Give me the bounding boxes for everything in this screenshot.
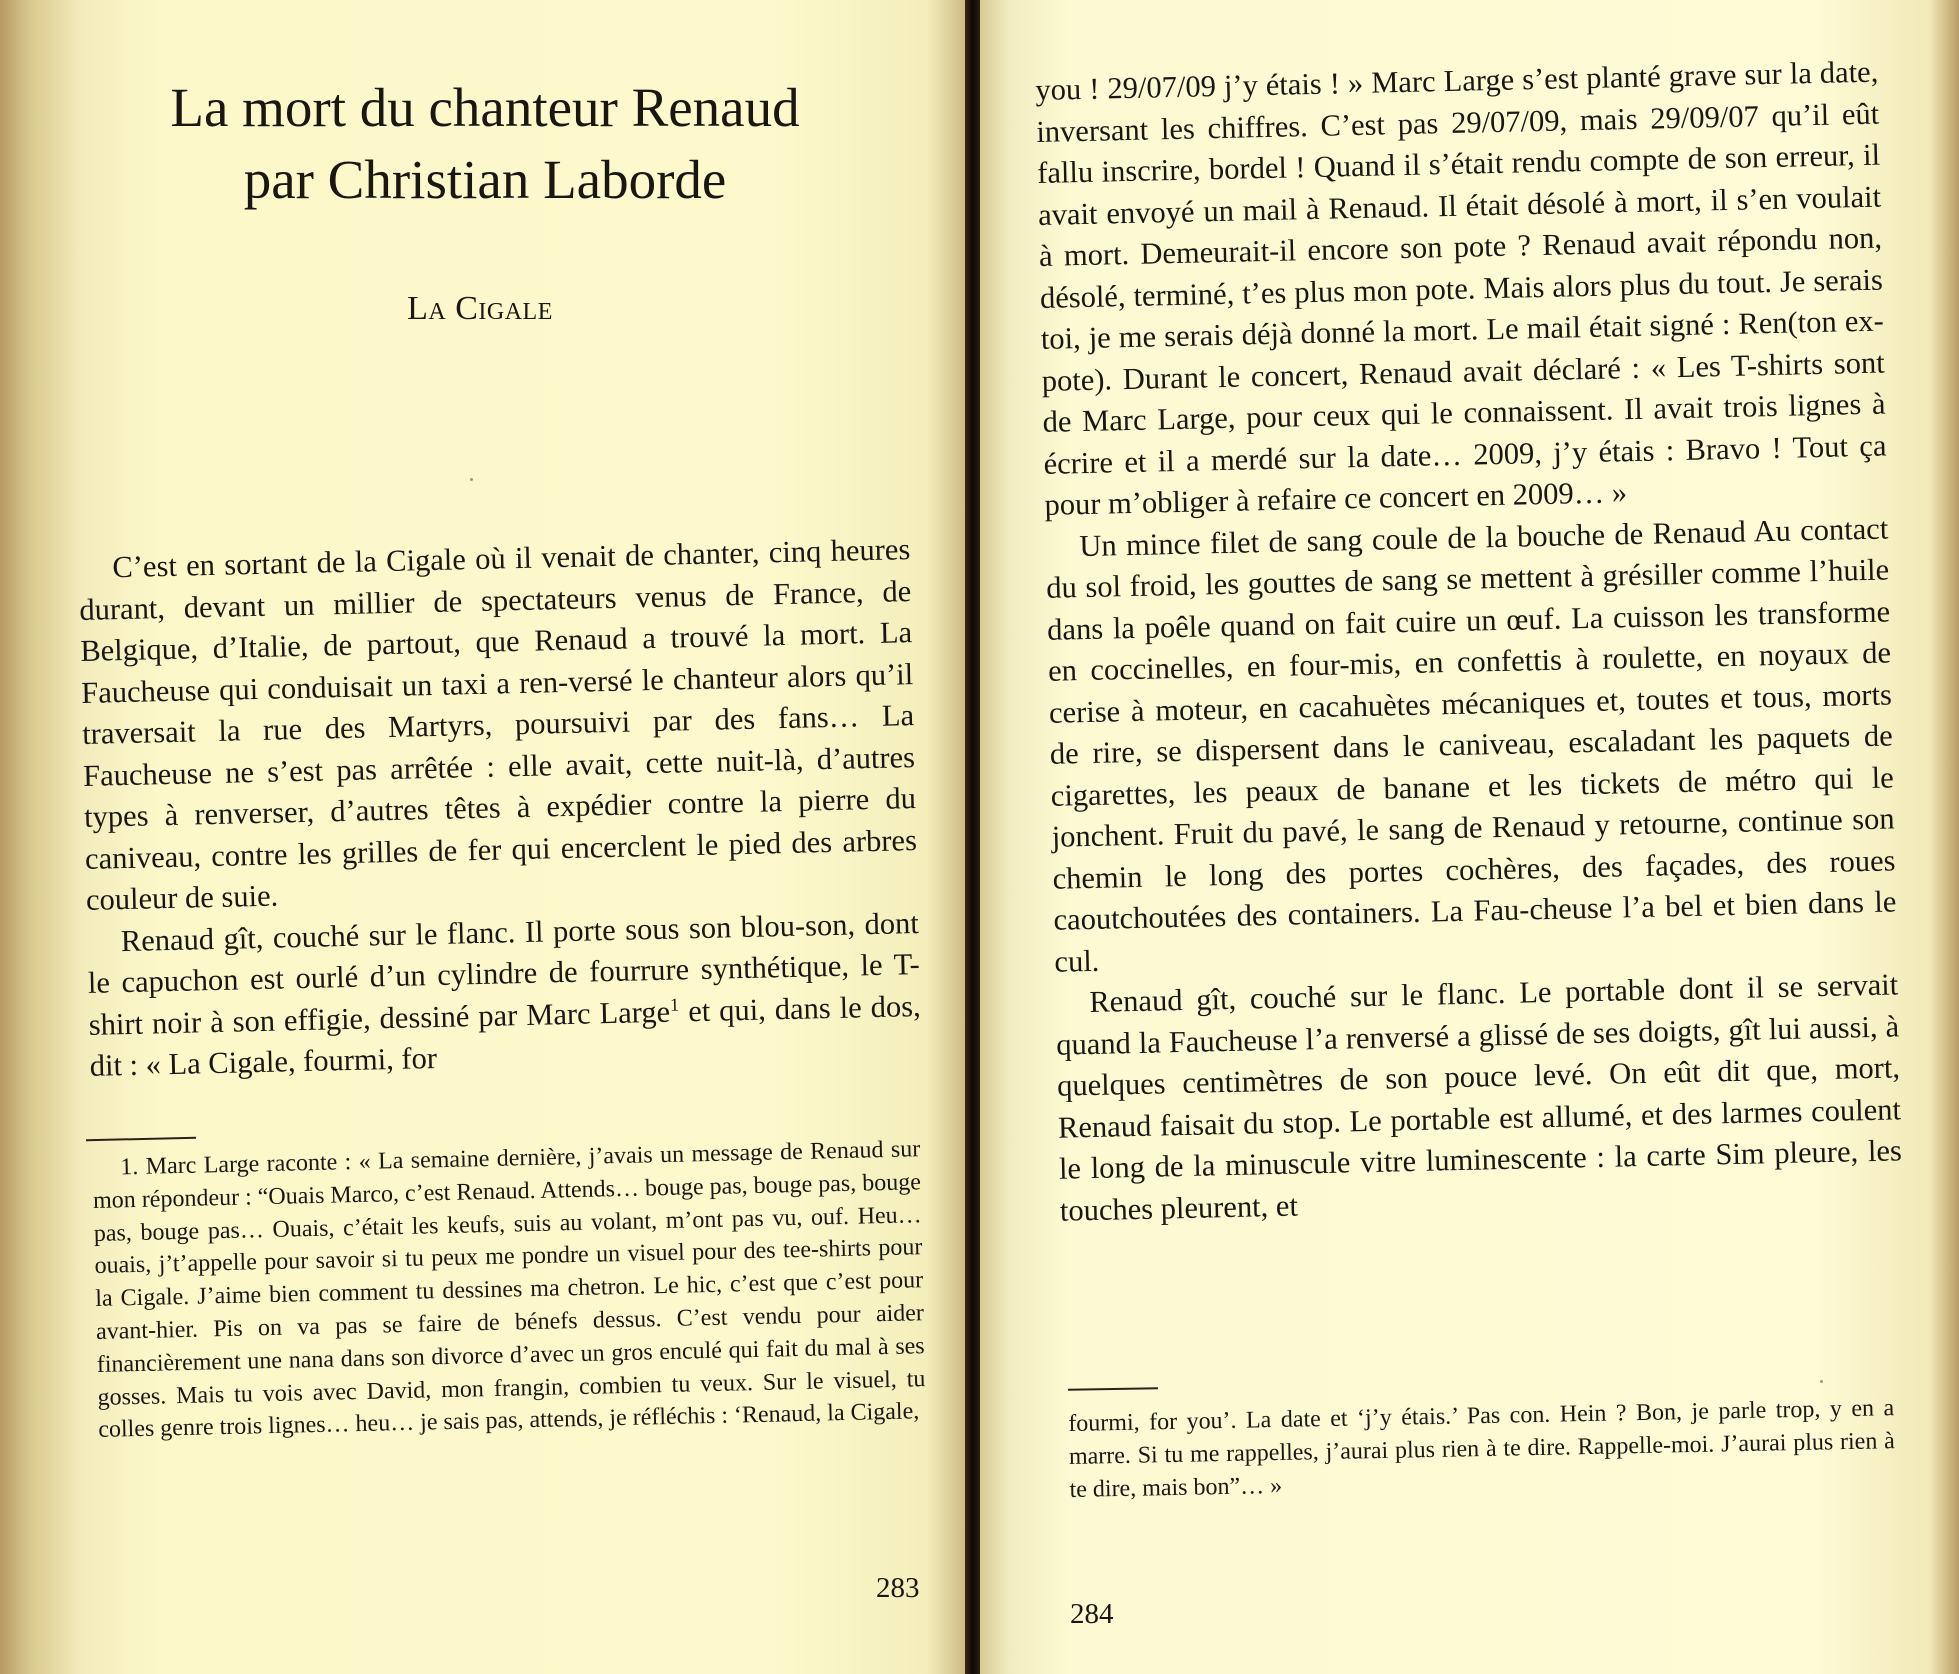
footnote-divider: [86, 1137, 196, 1141]
left-page: [0, 0, 965, 1674]
chapter-title: [95, 72, 875, 216]
left-body-text: [78, 529, 922, 1087]
right-body-text: [1035, 52, 1903, 1232]
left-footnote: [92, 1133, 926, 1447]
left-paragraph-2-text: Renaud gît, couché sur le flanc. Il porte sous son blou-son, dont le capuchon est ourlé d’un cylindre de fourrure synthétique, le T-shirt noir à son effigie, dessiné par Marc Large: [87, 905, 921, 1042]
right-paragraph-2: Un mince filet de sang coule de la bouche de Renaud Au contact du sol froid, les gouttes de sang se mettent à grésiller comme l’huile dans la poêle quand on fait cuire un œuf. La cuisson les transforme en coccinelles, en four-mis, en confettis à roulette, en noyaux de cerise à moteur, en cacahuètes mécaniques et, toutes et tous, morts de rire, se dispersent dans le caniveau, escaladant les paquets de cigarettes, les peaux de banane et les tickets de métro qui le jonchent. Fruit du pavé, le sang de Renaud y retourne, continue son chemin le long des portes cochères, des façades, des roues caoutchoutées des containers. La Fau-cheuse l’a bel et bien dans le cul.: [1045, 511, 1897, 979]
right-paragraph-continuation: you ! 29/07/09 j’y étais ! » Marc Large s’est planté grave sur la date, inversant les chiffres. C’est pas 29/07/09, mais 29/09/07 qu’il eût fallu inscrire, bordel ! Quand il s’était rendu compte de son erreur, il avait envoyé un mail à Renaud. Il était désolé à mort, il s’en voulait à mort. Demeurait-il encore son pote ? Renaud avait répondu non, désolé, terminé, t’es plus mon pote. Mais alors plus du tout. Je serais toi, je me serais déjà donné la mort. Le mail était signé : Ren(ton ex-pote). Durant le concert, Renaud avait déclaré : « Les T-shirts sont de Marc Large, pour ceux qui le connaissent. Il avait trois lignes à écrire et il a merdé sur la date… 2009, j’y étais : Bravo ! Tout ça pour m’obliger à refaire ce concert en 2009… »: [1035, 54, 1887, 522]
paper-speck: [1820, 1380, 1823, 1383]
left-paragraph-2: [86, 903, 922, 1088]
page-number-right: 284: [1070, 1598, 1114, 1630]
right-paragraph-3: Renaud gît, couché sur le flanc. Le portable dont il se servait quand la Faucheuse l’a renversé a glissé de ses doigts, gît lui aussi, à quelques centimètres de son pouce levé. On eût dit que, mort, Renaud faisait du stop. Le portable est allumé, et des larmes coulent le long de la minuscule vitre luminescente : la carte Sim pleure, les touches pleurent, et: [1055, 967, 1903, 1228]
footnote-divider-right: [1068, 1387, 1158, 1391]
footnote-reference: 1: [669, 994, 680, 1015]
left-paragraph-2-tail: et qui, dans le dos, dit : « La Cigale, fourmi, for: [89, 988, 921, 1083]
footnote-continuation: fourmi, for you’. La date et ‘j’y étais.’ Pas con. Hein ? Bon, je parle trop, y en a marre. Si tu me rappelles, j’aurai plus rien à te dire. Rappelle-moi. J’aurai plus rien à te dire, mais bon”… »: [1068, 1395, 1896, 1503]
book-gutter: [965, 0, 980, 1674]
paper-speck: [470, 478, 473, 481]
chapter-title-line1: La mort du chanteur Renaud: [170, 77, 800, 138]
section-title: La Cigale: [407, 290, 553, 327]
footnote-1-text: 1. Marc Large raconte : « La semaine dernière, j’avais un message de Renaud sur mon répondeur : “Ouais Marco, c’est Renaud. Attends… bouge pas, bouge pas, bouge pas, bouge pas… Ouais, c’était les keufs, suis au volant, m’ont pas vu, ouf. Heu… ouais, j’t’appelle pour savoir si tu peux me pondre un visuel pour des tee-shirts pour la Cigale. J’aime bien comment tu dessines ma chetron. Le hic, c’est que c’est pour avant-hier. Pis on va pas se faire de bénefs dessus. C’est vendu pour aider financièrement une nana dans son divorce d’avec un gros enculé qui fait du mal à ses gosses. Mais tu vois avec David, mon frangin, combien tu veux. Sur le visuel, tu colles genre trois lignes… heu… je sais pas, attends, je réfléchis : ‘Renaud, la Cigale,: [92, 1136, 926, 1444]
left-paragraph-1: C’est en sortant de la Cigale où il venait de chanter, cinq heures durant, devant un millier de spectateurs venus de France, de Belgique, d’Italie, de partout, que Renaud a trouvé la mort. La Faucheuse qui conduisait un taxi a ren-versé le chanteur alors qu’il traversait la rue des Martyrs, poursuivi par des fans… La Faucheuse ne s’est pas arrêtée : elle avait, cette nuit-là, d’autres types à renverser, d’autres têtes à expédier contre la pierre du caniveau, contre les grilles de fer qui encerclent le pied des arbres couleur de suie.: [79, 532, 918, 917]
right-page: [980, 0, 1959, 1674]
page-number-left: 283: [876, 1572, 920, 1604]
chapter-title-line2: par Christian Laborde: [243, 149, 727, 210]
right-footnote: [1068, 1392, 1896, 1506]
